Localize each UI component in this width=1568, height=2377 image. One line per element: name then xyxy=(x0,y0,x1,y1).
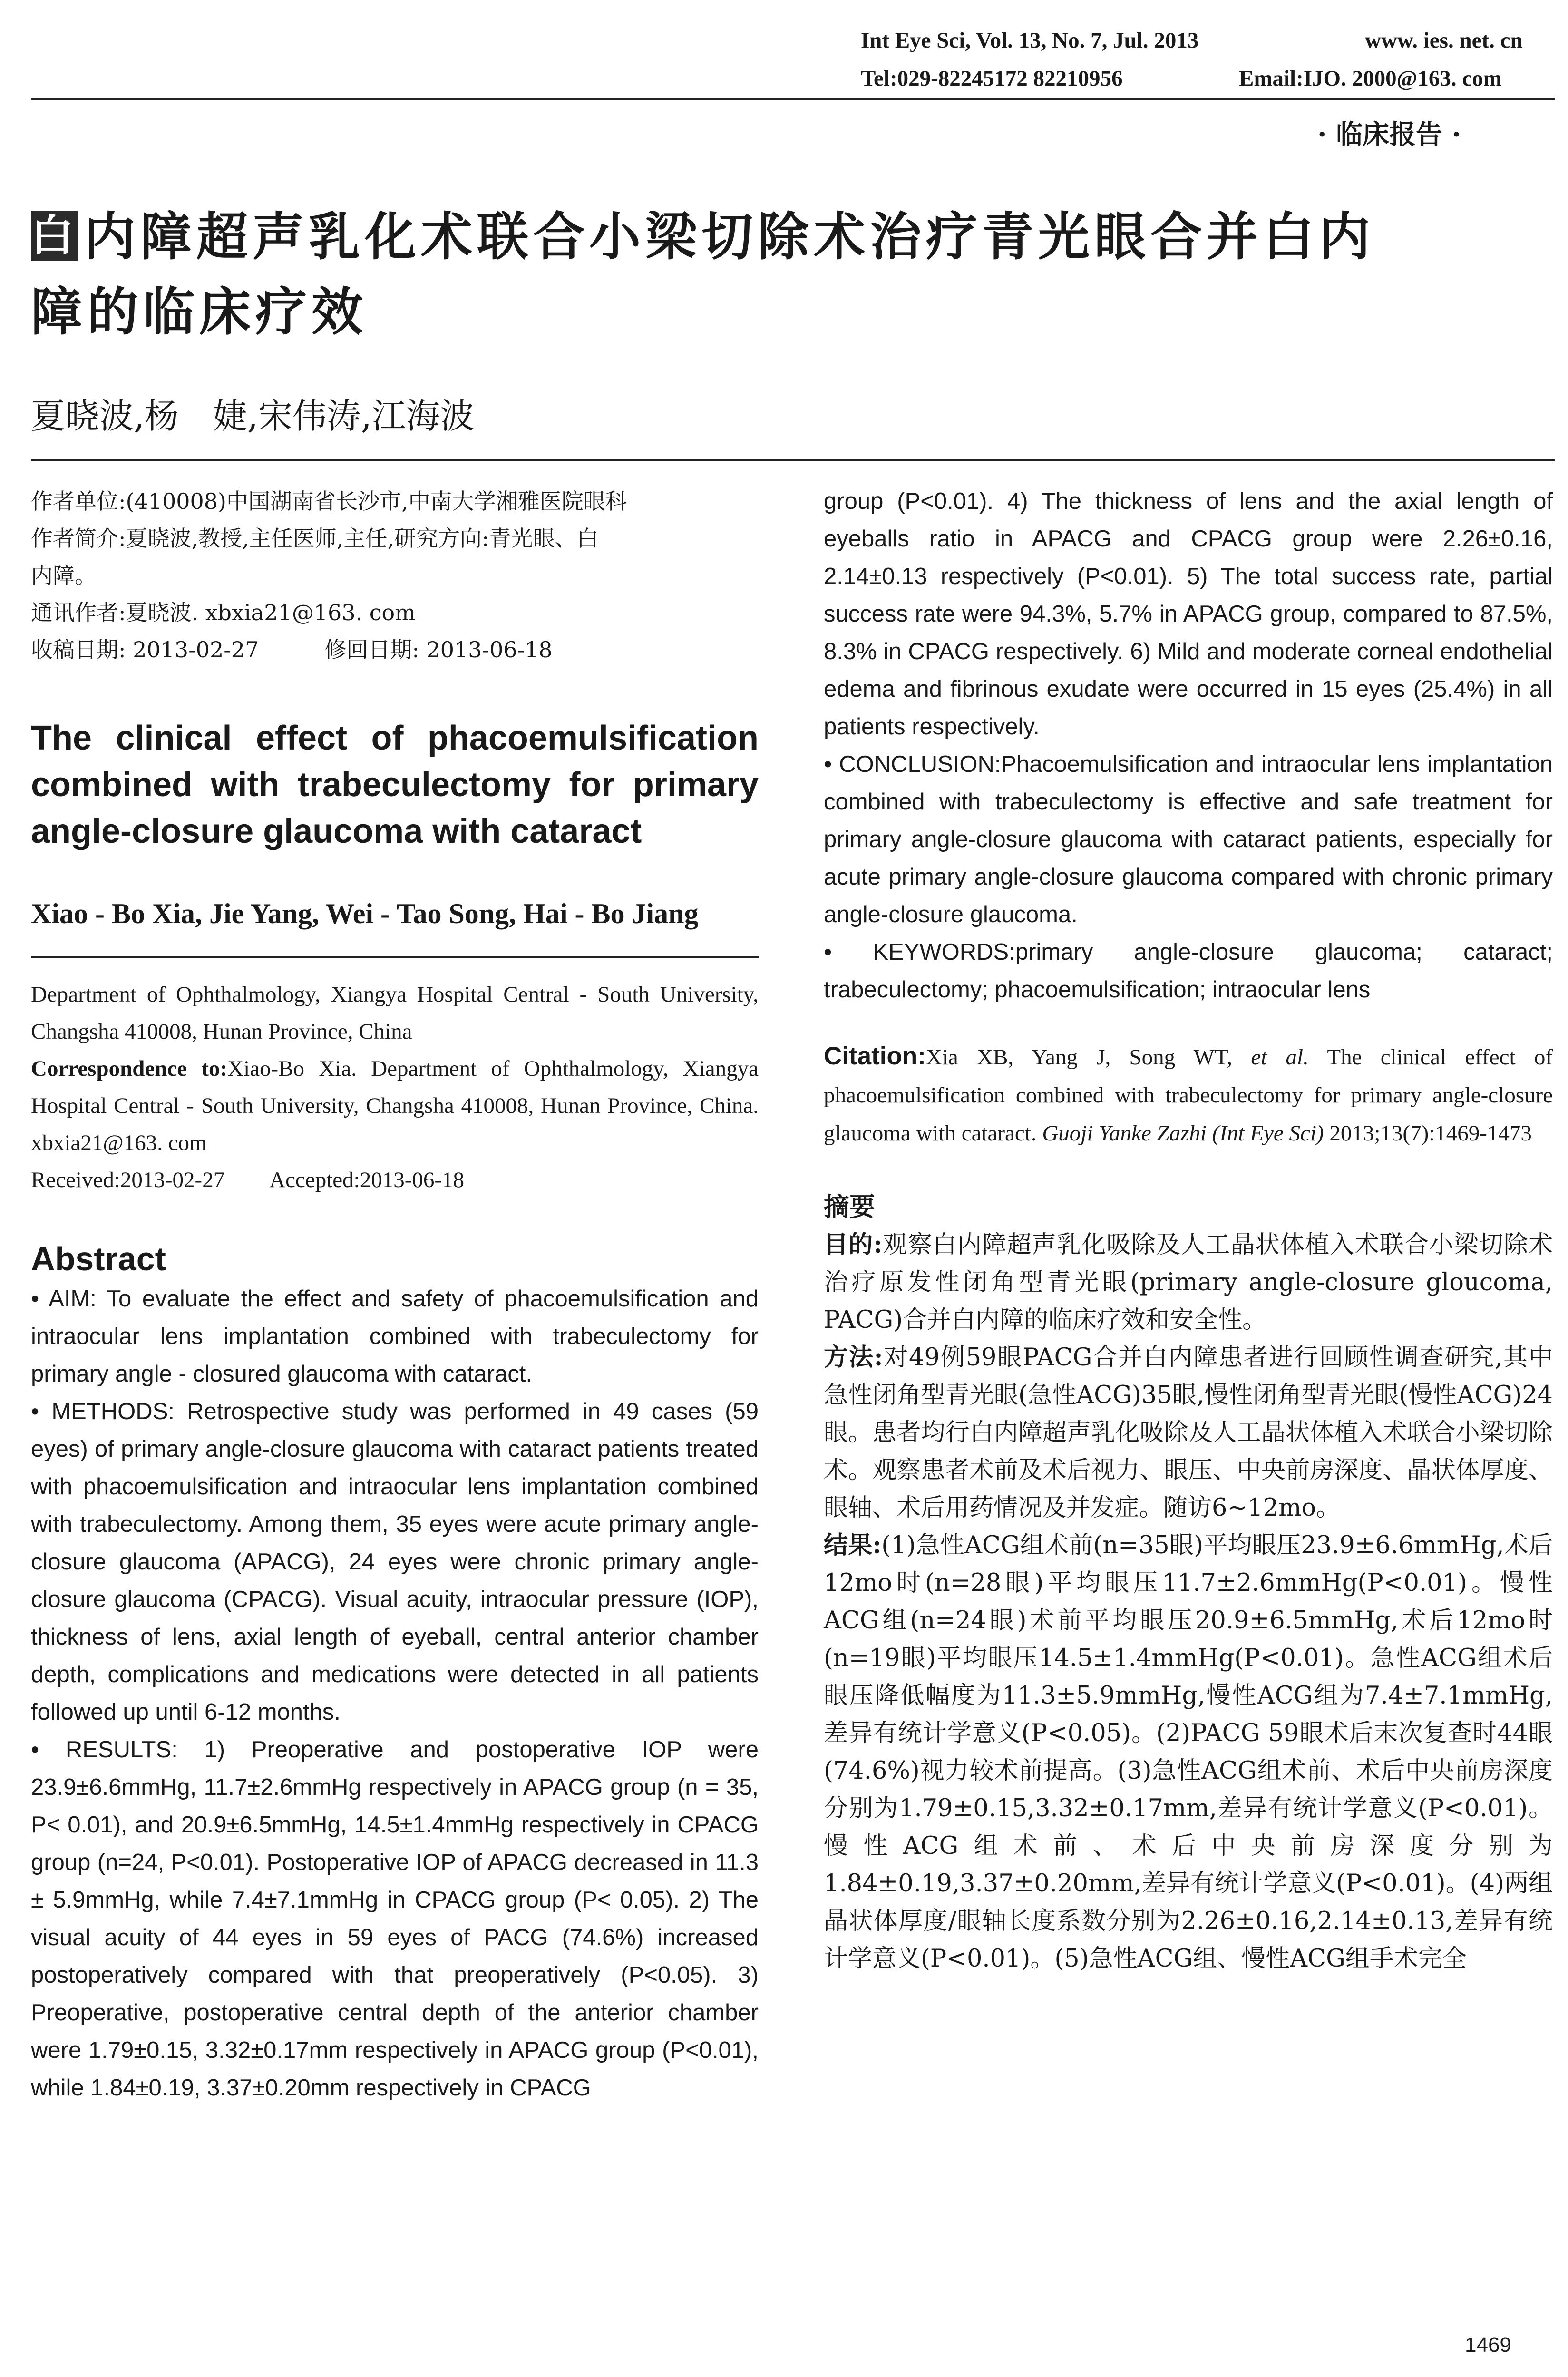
affiliation-rule xyxy=(31,956,759,958)
title-cn-line1: 内障超声乳化术联合小梁切除术治疗青光眼合并白内 xyxy=(84,207,1375,267)
citation-etal: et al. xyxy=(1251,1045,1309,1070)
aim-text-cn: 观察白内障超声乳化吸除及人工晶状体植入术联合小梁切除术治疗原发性闭角型青光眼(primary angle-closure gloucoma, PACG)合并白内障的临床疗效和安全性。 xyxy=(824,1231,1553,1334)
abstract-cn-methods xyxy=(824,1339,1553,1527)
citation xyxy=(824,1037,1553,1152)
journal-website: www. ies. net. cn xyxy=(1365,28,1523,53)
authors-en: Xiao - Bo Xia, Jie Yang, Wei - Tao Song, Hai - Bo Jiang xyxy=(31,898,699,929)
correspondence-label: Correspondence to: xyxy=(31,1056,228,1081)
abstract-cn-heading: 摘要 xyxy=(824,1193,875,1221)
abstract-body-left xyxy=(31,1280,759,2107)
journal-email: Email:IJO. 2000@163. com xyxy=(1239,66,1502,91)
results-text-2: group (P<0.01). 4) The thickness of lens and the axial length of eyeballs ratio in APACG and CPACG group were 2.26±0.16, 2.14±0.13 respectively (P<0.01). 5) The total success rate, partial success rate were 94.3%, 5.7% in APACG group, compared to 87.5%, 8.3% in CPACG respectively. 6) Mild and moderate corneal endothelial edema and fibrinous exudate were occurred in 15 eyes (25.4%) in all patients respectively. xyxy=(824,488,1553,740)
abstract-methods xyxy=(31,1393,759,1731)
author-bio-cn-cont: 内障。 xyxy=(31,563,97,588)
citation-title: The clinical effect of phacoemulsification combined with trabeculectomy for primary angle-closure glaucoma with cataract. xyxy=(824,1045,1553,1146)
conclusion-label: CONCLUSION: xyxy=(839,751,1001,777)
title-cn-line2: 障的临床疗效 xyxy=(31,283,368,342)
abstract-cn-body xyxy=(824,1226,1553,1978)
correspondence-en xyxy=(31,1050,759,1161)
header-rule xyxy=(31,98,1555,100)
journal-info: Int Eye Sci, Vol. 13, No. 7, Jul. 2013 xyxy=(861,28,1199,53)
results-text-1: 1) Preoperative and postoperative IOP were 23.9±6.6mmHg, 11.7±2.6mmHg respectively in APACG group (n = 35, P< 0.01), and 20.9±6.5mmHg, 14.5±1.4mmHg respectively in CPACG group (n=24, P<0.01). Postoperative IOP of APACG decreased in 11.3 ± 5.9mmHg, while 7.4±7.1mmHg in CPACG group (P< 0.05). 2) The visual acuity of 44 eyes in 59 eyes of PACG (74.6%) increased postoperatively compared with that preoperatively (P<0.05). 3) Preoperative, postoperative central depth of the anterior chamber were 1.79±0.15, 3.32±0.17mm respectively in APACG group (P<0.01), while 1.84±0.19, 3.37±0.20mm respectively in CPACG xyxy=(31,1737,759,2101)
keywords-label: KEYWORDS: xyxy=(873,939,1015,965)
correspondence-text: Xiao-Bo Xia. Department of Ophthalmology, Xiangya Hospital Central - South University, Changsha 410008, Hunan Province, China. xbxia21@163. com xyxy=(31,1056,759,1155)
author-affiliation-cn: 作者单位:(410008)中国湖南省长沙市,中南大学湘雅医院眼科 xyxy=(31,488,627,514)
affiliation-en xyxy=(31,976,759,1198)
citation-label: Citation: xyxy=(824,1042,926,1070)
authors-rule xyxy=(31,459,1555,461)
right-column xyxy=(824,483,1553,1978)
results-label-cn: 结果: xyxy=(824,1531,882,1559)
methods-text: Retrospective study was performed in 49 cases (59 eyes) of primary angle-closure glaucoma with cataract patients treated with phacoemulsification and intraocular lens implantation combined with trabeculectomy. Among them, 35 eyes were acute primary angle-closure glaucoma (APACG), 24 eyes were chronic primary angle-closure glaucoma (CPACG). Visual acuity, intraocular pressure (IOP), thickness of lens, axial length of eyeball, central anterior chamber depth, complications and medications were detected in all patients followed up until 6-12 months. xyxy=(31,1399,759,1725)
conclusion-text: Phacoemulsification and intraocular lens implantation combined with trabeculectomy is effective and safe treatment for primary angle-closure glaucoma with cataract patients, especially for acute primary angle-closure glaucoma compared with chronic primary angle-closure glaucoma. xyxy=(824,751,1553,927)
left-column xyxy=(31,483,759,2107)
citation-journal: Guoji Yanke Zazhi (Int Eye Sci) xyxy=(1042,1121,1324,1146)
page-number: 1469 xyxy=(1465,2333,1511,2357)
department-en: Department of Ophthalmology, Xiangya Hospital Central - South University, Changsha 410008, Hunan Province, China xyxy=(31,982,759,1044)
title-first-char: 白 xyxy=(31,211,78,261)
citation-authors: Xia XB, Yang J, Song WT, xyxy=(925,1045,1251,1070)
abstract-cn-results xyxy=(824,1527,1553,1978)
abstract-results xyxy=(31,1731,759,2107)
corresponding-author-cn: 通讯作者:夏晓波. xbxia21@163. com xyxy=(31,600,416,625)
aim-label-cn: 目的: xyxy=(824,1230,883,1259)
aim-text: To evaluate the effect and safety of phacoemulsification and intraocular lens implantation combined with trabeculectomy for primary angle - closured glaucoma with cataract. xyxy=(31,1286,759,1387)
dates-en: Received:2013-02-27 Accepted:2013-06-18 xyxy=(31,1168,465,1192)
methods-label-cn: 方法: xyxy=(824,1343,883,1372)
section-label: · 临床报告 · xyxy=(1317,119,1461,150)
abstract-body-right xyxy=(824,483,1553,1009)
journal-tel: Tel:029-82245172 82210956 xyxy=(861,66,1123,91)
abstract-heading: Abstract xyxy=(31,1240,166,1277)
keywords-text: primary angle-closure glaucoma; cataract; trabeculectomy; phacoemulsification; intraocular lens xyxy=(824,939,1553,1003)
abstract-aim xyxy=(31,1280,759,1393)
aim-label: AIM: xyxy=(49,1286,97,1312)
results-text-cn: (1)急性ACG组术前(n=35眼)平均眼压23.9±6.6mmHg,术后12mo时(n=28眼)平均眼压11.7±2.6mmHg(P<0.01)。慢性ACG组(n=24眼)术前平均眼压20.9±6.5mmHg,术后12mo时(n=19眼)平均眼压14.5±1.4mmHg(P<0.01)。急性ACG组术后眼压降低幅度为11.3±5.9mmHg,慢性ACG组为7.4±7.1mmHg,差异有统计学意义(P<0.05)。(2)PACG 59眼术后末次复查时44眼(74.6%)视力较术前提高。(3)急性ACG组术前、术后中央前房深度分别为1.79±0.15,3.32±0.17mm,差异有统计学意义(P<0.01)。慢性ACG组术前、术后中央前房深度分别为1.84±0.19,3.37±0.20mm,差异有统计学意义(P<0.01)。(4)两组晶状体厚度/眼轴长度系数分别为2.26±0.16,2.14±0.13,差异有统计学意义(P<0.01)。(5)急性ACG组、慢性ACG组手术完全 xyxy=(824,1531,1553,1973)
methods-text-cn: 对49例59眼PACG合并白内障患者进行回顾性调查研究,其中急性闭角型青光眼(急性ACG)35眼,慢性闭角型青光眼(慢性ACG)24眼。患者均行白内障超声乳化吸除及人工晶状体植入术联合小梁切除术。观察患者术前及术后视力、眼压、中央前房深度、晶状体厚度、眼轴、术后用药情况及并发症。随访6~12mo。 xyxy=(824,1344,1553,1522)
dates-cn: 收稿日期: 2013-02-27 修回日期: 2013-06-18 xyxy=(31,637,553,662)
title-en: The clinical effect of phacoemulsification combined with trabeculectomy for primary angle-closure glaucoma with cataract xyxy=(31,719,759,850)
results-label: RESULTS: xyxy=(65,1737,178,1763)
abstract-cn-aim xyxy=(824,1226,1553,1339)
author-bio-cn: 作者简介:夏晓波,教授,主任医师,主任,研究方向:青光眼、白 xyxy=(31,526,599,551)
authors-cn: 夏晓波,杨 婕,宋伟涛,江海波 xyxy=(31,396,475,436)
title-cn xyxy=(31,200,1562,350)
abstract-conclusion xyxy=(824,746,1553,934)
abstract-keywords xyxy=(824,934,1553,1009)
methods-label: METHODS: xyxy=(51,1399,175,1424)
citation-volume: 2013;13(7):1469-1473 xyxy=(1324,1121,1532,1146)
author-info-cn xyxy=(31,483,759,668)
